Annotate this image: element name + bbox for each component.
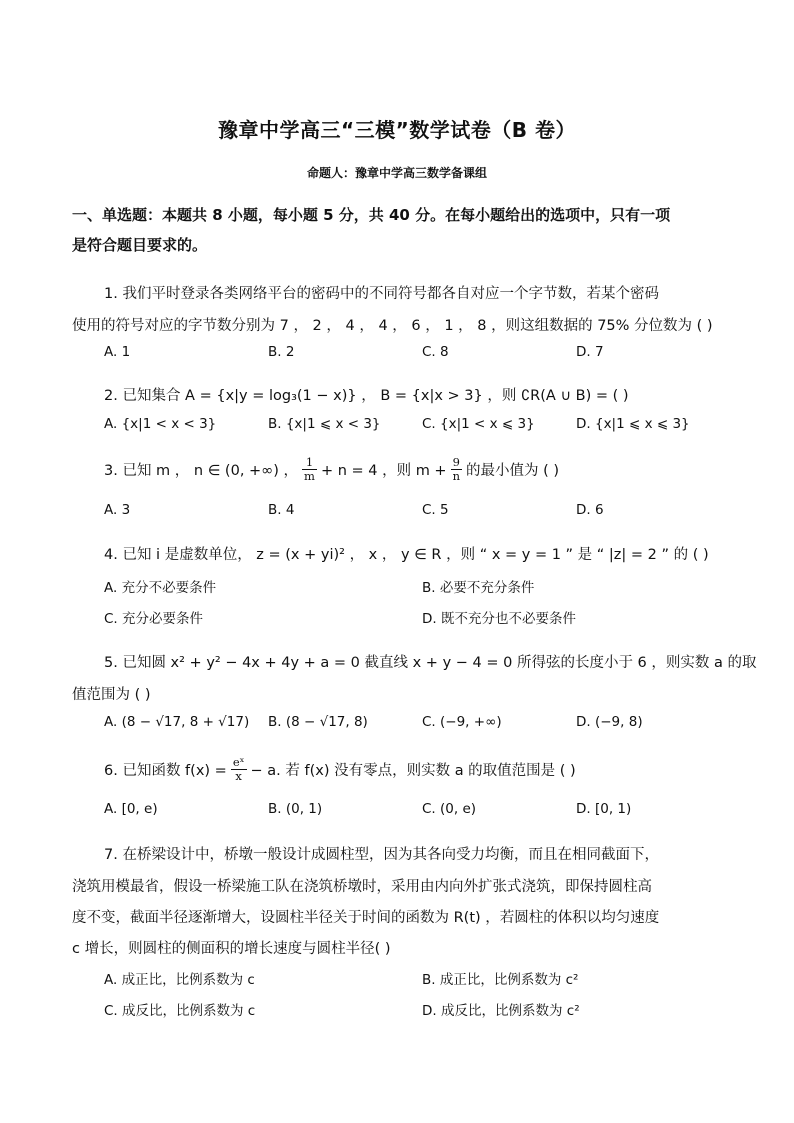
q3-fraction-1-denominator: m: [304, 469, 315, 483]
q3-stem-part-2: + n = 4 ，则 m +: [320, 463, 447, 479]
q7-stem-line-2: 浇筑用模最省，假设一桥梁施工队在浇筑桥墩时，采用由内向外扩张式浇筑，即保持圆柱高: [72, 879, 652, 895]
q3-fraction-1-numerator: 1: [302, 456, 317, 470]
q4-option-c: C. 充分必要条件: [104, 611, 204, 627]
q3-option-a: A. 3: [104, 502, 131, 518]
q5-option-d: D. (−9, 8): [576, 714, 643, 730]
q6-stem-part-1: 6. 已知函数 f(x) =: [104, 763, 227, 779]
q5-option-c: C. (−9, +∞): [422, 714, 502, 730]
q1-stem-line-1: 1. 我们平时登录各类网络平台的密码中的不同符号都各自对应一个字节数，若某个密码: [104, 286, 659, 302]
q3-fraction-2-numerator: 9: [451, 456, 462, 470]
q4-stem: 4. 已知 i 是虚数单位， z = (x + yi)² ， x ， y ∈ R ，则 “ x = y = 1 ” 是 “ |z| = 2 ” 的 ( ): [104, 547, 709, 563]
section-heading-line-1: 一、单选题：本题共 8 小题，每小题 5 分，共 40 分。在每小题给出的选项中，只有一项: [72, 206, 671, 224]
q3-stem: [104, 456, 559, 483]
q4-option-d: D. 既不充分也不必要条件: [422, 611, 576, 627]
q6-stem: [104, 756, 576, 783]
q5-option-a: A. (8 − √17, 8 + √17): [104, 714, 250, 730]
q6-fraction: [231, 756, 247, 783]
q3-fraction-2-denominator: n: [452, 469, 461, 483]
q2-option-c: C. {x|1 < x ⩽ 3}: [422, 416, 535, 432]
q6-option-a: A. [0, e): [104, 801, 158, 817]
q4-option-a: A. 充分不必要条件: [104, 580, 217, 596]
q7-option-b: B. 成正比，比例系数为 c²: [422, 972, 579, 988]
q5-stem-line-2: 值范围为 ( ): [72, 687, 151, 703]
q6-option-b: B. (0, 1): [268, 801, 323, 817]
q1-option-d: D. 7: [576, 344, 604, 360]
q7-stem-line-1: 7. 在桥梁设计中，桥墩一般设计成圆柱型，因为其各向受力均衡，而且在相同截面下，: [104, 847, 659, 863]
q7-option-d: D. 成反比，比例系数为 c²: [422, 1003, 580, 1019]
q3-option-b: B. 4: [268, 502, 295, 518]
q3-stem-part-1: 3. 已知 m ， n ∈ (0, +∞) ，: [104, 463, 299, 479]
q3-option-d: D. 6: [576, 502, 604, 518]
q6-fraction-numerator: eˣ: [232, 755, 245, 769]
q3-stem-part-3: 的最小值为 ( ): [466, 463, 560, 479]
q5-option-b: B. (8 − √17, 8): [268, 714, 368, 730]
q1-option-b: B. 2: [268, 344, 295, 360]
q7-stem-line-4: c 增长，则圆柱的侧面积的增长速度与圆柱半径( ): [72, 941, 391, 957]
section-heading: [72, 200, 722, 260]
q1-option-c: C. 8: [422, 344, 449, 360]
q2-option-d: D. {x|1 ⩽ x ⩽ 3}: [576, 416, 690, 432]
q2-option-a: A. {x|1 < x < 3}: [104, 416, 217, 432]
q7-stem-line-3: 度不变，截面半径逐渐增大，设圆柱半径关于时间的函数为 R(t) ，若圆柱的体积以均匀速度: [72, 910, 660, 926]
q3-fraction-1: [302, 456, 317, 483]
q5-stem-line-1: 5. 已知圆 x² + y² − 4x + 4y + a = 0 截直线 x + y − 4 = 0 所得弦的长度小于 6 ，则实数 a 的取: [104, 655, 757, 671]
exam-title: 豫章中学高三“三模”数学试卷（B 卷）: [218, 118, 576, 142]
q6-option-d: D. [0, 1): [576, 801, 632, 817]
q2-stem: 2. 已知集合 A = {x|y = log₃(1 − x)} ， B = {x|x > 3} ，则 ∁R(A ∪ B) = ( ): [104, 388, 629, 404]
q4-option-b: B. 必要不充分条件: [422, 580, 535, 596]
q7-option-c: C. 成反比，比例系数为 c: [104, 1003, 256, 1019]
q3-option-c: C. 5: [422, 502, 449, 518]
q6-fraction-denominator: x: [235, 769, 242, 783]
q7-option-a: A. 成正比，比例系数为 c: [104, 972, 255, 988]
q2-option-b: B. {x|1 ⩽ x < 3}: [268, 416, 381, 432]
q6-stem-part-2: − a. 若 f(x) 没有零点，则实数 a 的取值范围是 ( ): [250, 763, 576, 779]
q6-option-c: C. (0, e): [422, 801, 477, 817]
q3-fraction-2: [451, 456, 462, 483]
q1-stem-line-2: 使用的符号对应的字节数分别为 7 ， 2 ， 4 ， 4 ， 6 ， 1 ， 8 ，则这组数据的 75% 分位数为 ( ): [72, 318, 713, 334]
q1-option-a: A. 1: [104, 344, 131, 360]
exam-author: 命题人：豫章中学高三数学备课组: [306, 166, 487, 180]
section-heading-line-2: 是符合题目要求的。: [72, 236, 208, 254]
